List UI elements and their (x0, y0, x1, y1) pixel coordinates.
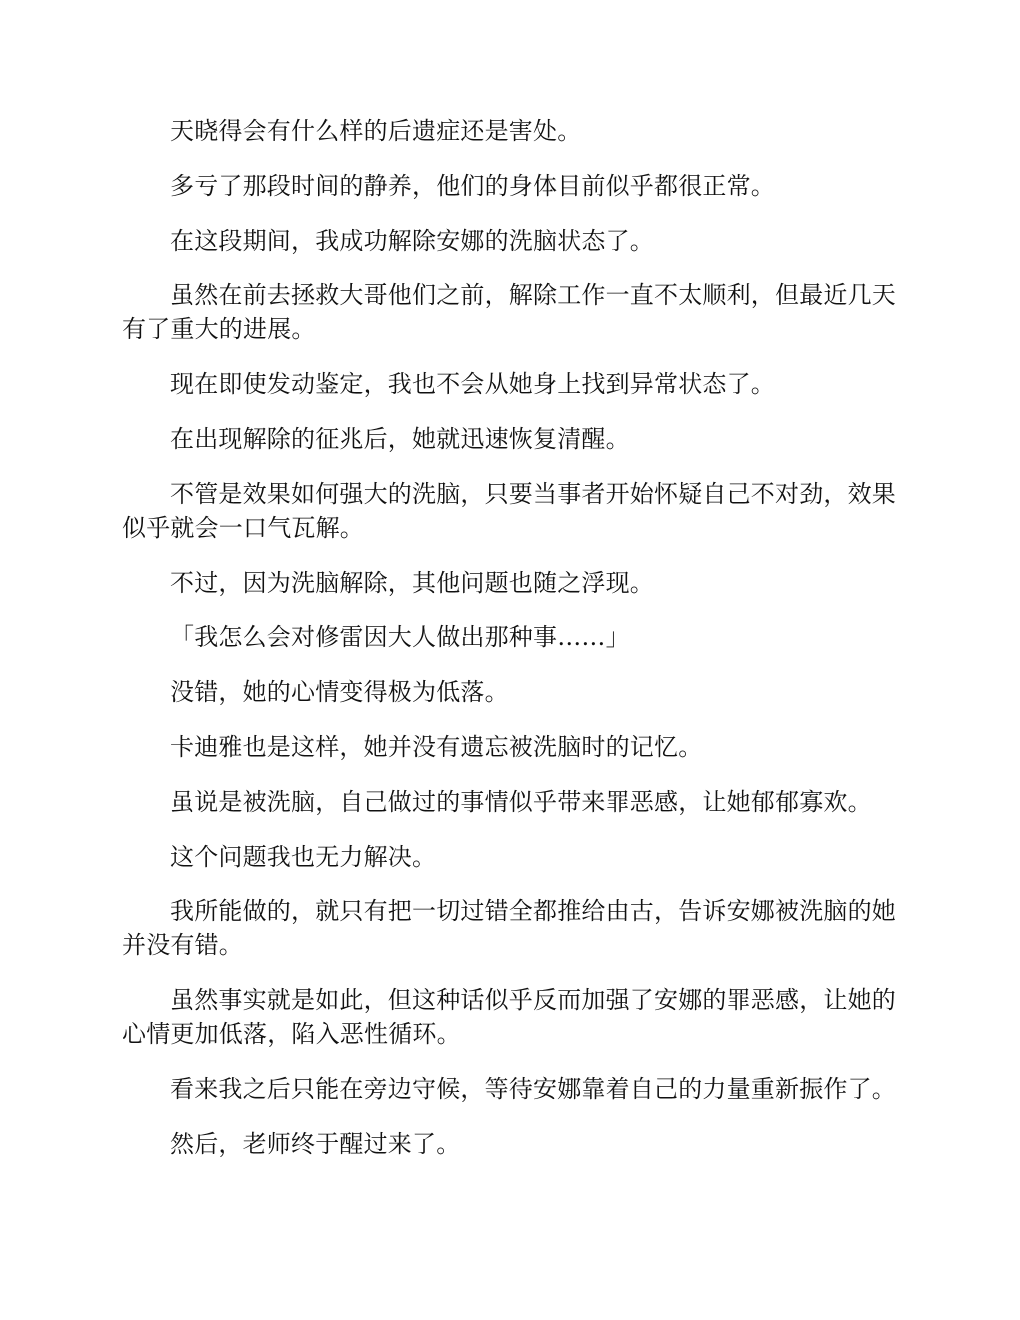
paragraph: 没错，她的心情变得极为低落。 (170, 678, 509, 707)
paragraph: 多亏了那段时间的静养，他们的身体目前似乎都很正常。 (170, 171, 775, 200)
paragraph: 在出现解除的征兆后，她就迅速恢复清醒。 (170, 424, 630, 453)
paragraph: 虽然事实就是如此，但这种话似乎反而加强了安娜的罪恶感，让她的心情更加低落，陷入恶性循环。 (122, 986, 896, 1049)
paragraph: 卡迪雅也是这样，她并没有遗忘被洗脑时的记忆。 (170, 732, 703, 761)
paragraph: 现在即使发动鉴定，我也不会从她身上找到异常状态了。 (170, 370, 775, 399)
document-page (122, 114, 902, 1182)
paragraph: 在这段期间，我成功解除安娜的洗脑状态了。 (170, 226, 654, 255)
paragraph: 虽说是被洗脑，自己做过的事情似乎带来罪恶感，让她郁郁寡欢。 (170, 787, 872, 816)
paragraph: 然后，老师终于醒过来了。 (170, 1129, 461, 1158)
paragraph: 不过，因为洗脑解除，其他问题也随之浮现。 (170, 568, 654, 597)
paragraph: 不管是效果如何强大的洗脑，只要当事者开始怀疑自己不对劲，效果似乎就会一口气瓦解。 (122, 479, 896, 542)
paragraph: 看来我之后只能在旁边守候，等待安娜靠着自己的力量重新振作了。 (170, 1074, 896, 1103)
paragraph: 我所能做的，就只有把一切过错全都推给由古，告诉安娜被洗脑的她并没有错。 (122, 897, 896, 960)
paragraph: 这个问题我也无力解决。 (170, 842, 437, 871)
dialogue-paragraph: 「我怎么会对修雷因大人做出那种事……」 (170, 623, 630, 652)
paragraph: 天晓得会有什么样的后遗症还是害处。 (170, 117, 582, 145)
paragraph: 虽然在前去拯救大哥他们之前，解除工作一直不太顺利，但最近几天有了重大的进展。 (122, 281, 896, 344)
